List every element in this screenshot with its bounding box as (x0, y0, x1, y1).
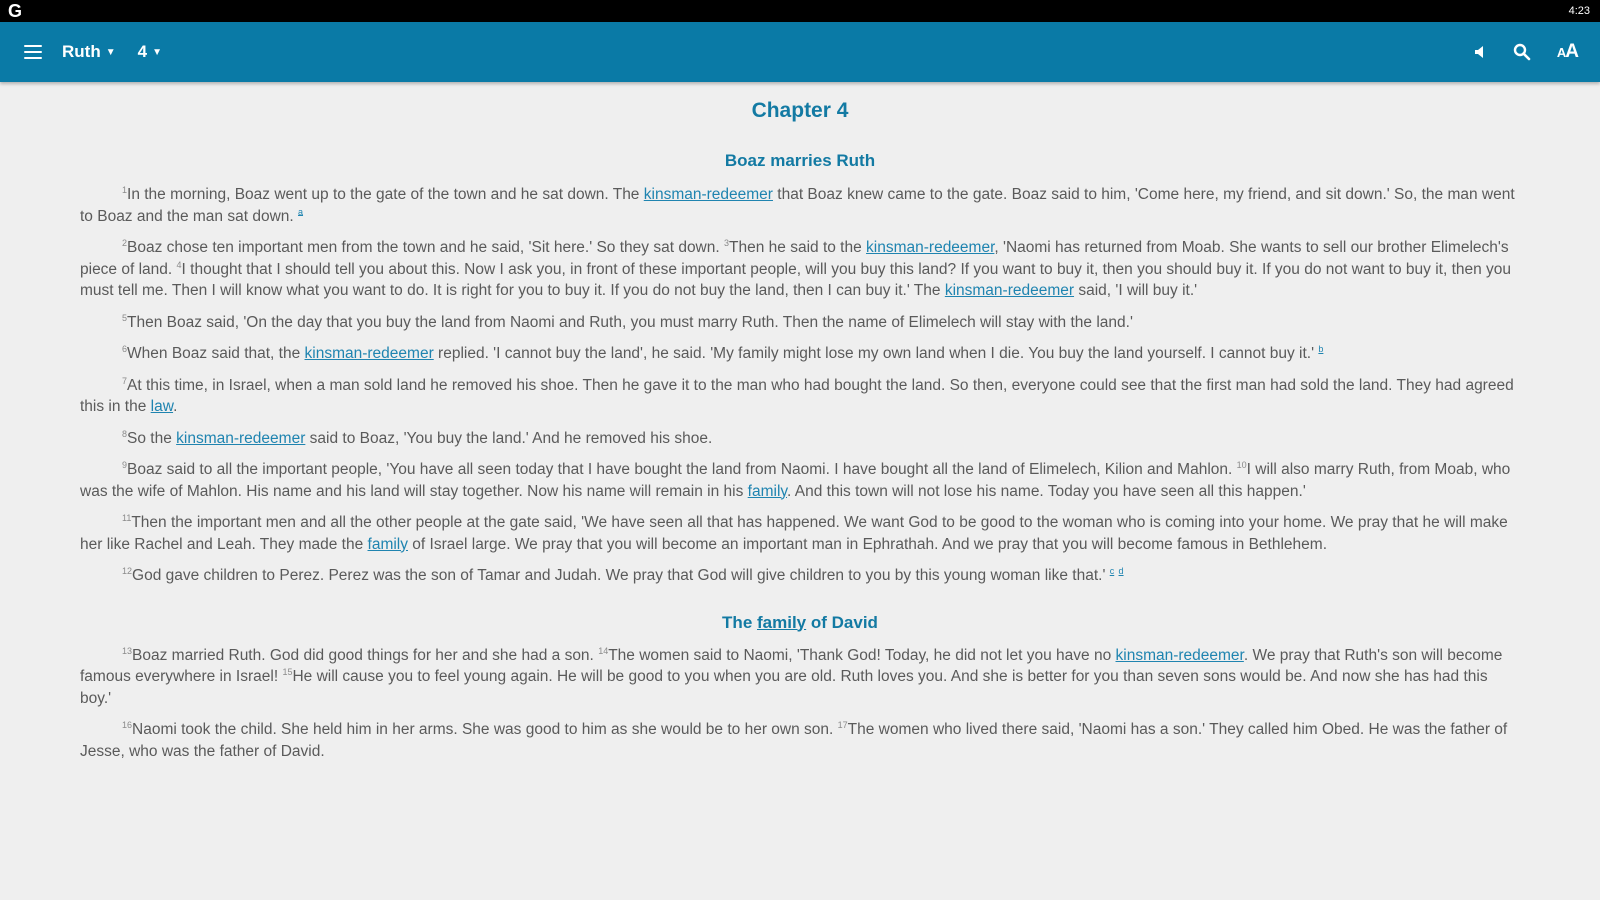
verse-number: 8 (122, 428, 128, 439)
glossary-link[interactable]: kinsman-redeemer (176, 429, 306, 447)
text-size-icon[interactable]: A A (1556, 41, 1578, 62)
section-heading-text: of David (806, 612, 878, 632)
glossary-link[interactable]: kinsman-redeemer (944, 282, 1075, 299)
verse-text: God gave children to Perez. Perez was the son of Tamar and Judah. We pray that God will give children to you by this young woman like that.' (132, 567, 1106, 584)
paragraph (80, 237, 1520, 302)
verse-text: He will cause you to feel young again. He will be good to you when you are old. Ruth loves you. And she is better for you than seven sons would be. And now she has had this boy.' (80, 668, 1488, 707)
glossary-link[interactable]: family (757, 612, 807, 632)
verse-text: The women who lived there said, 'Naomi has a son.' They called him Obed. He was the father of Jesse, who was the father of David. (80, 721, 1508, 760)
verse-number: 17 (837, 719, 848, 730)
section-heading: Boaz marries Ruth (724, 151, 876, 170)
verse-text: replied. 'I cannot buy the land', he said. 'My family might lose my own land when I die. You buy the land yourself. I cannot buy it.' (433, 345, 1315, 362)
verse-text: Naomi took the child. She held him in her arms. She was good to him as she would be to her own son. (132, 721, 834, 738)
paragraph (80, 459, 1520, 502)
section-heading (80, 613, 1520, 633)
verse-number: 15 (282, 666, 293, 677)
verse-number: 2 (122, 237, 128, 248)
glossary-link[interactable]: kinsman-redeemer (304, 345, 434, 362)
paragraph (80, 512, 1520, 555)
paragraph (80, 184, 1520, 227)
clock: 4:23 (1568, 5, 1590, 17)
toolbar (0, 22, 1600, 82)
verse-text: Boaz chose ten important men from the town and he said, 'Sit here.' So they sat down. (127, 239, 720, 256)
verse-number: 12 (122, 565, 133, 576)
book-selector[interactable] (62, 42, 116, 62)
verse-text: In the morning, Boaz went up to the gate of the town and he sat down. The (127, 186, 644, 203)
menu-icon[interactable] (24, 45, 42, 59)
verse-text: . And this town will not lose his name. Today you have seen all this happen.' (787, 482, 1306, 500)
chapter-label: 4 (137, 42, 148, 61)
verse-text: said to Boaz, 'You buy the land.' And he removed his shoe. (305, 429, 713, 447)
section-heading-text: The (722, 612, 757, 632)
glossary-link[interactable]: kinsman-redeemer (643, 186, 773, 203)
speaker-icon[interactable] (1473, 45, 1487, 59)
verse-text: Then he said to the (729, 239, 867, 256)
verse-text: . We pray that Ruth's son will become famous everywhere in Israel! (80, 646, 1503, 685)
verse-text: I will also marry Ruth, from Moab, who was the wife of Mahlon. His name and his land will stay together. Now his name will remain in his (80, 461, 1511, 500)
footnote-link[interactable]: a (298, 206, 304, 217)
glossary-link[interactable]: kinsman-redeemer (866, 239, 995, 256)
glossary-link[interactable]: family (747, 482, 787, 500)
footnote-link[interactable]: c (1109, 565, 1115, 576)
chevron-down-icon: ▼ (105, 46, 116, 58)
glossary-link[interactable]: law (150, 398, 174, 415)
paragraph (80, 375, 1520, 418)
verse-text: Then the important men and all the other people at the gate said, 'We have seen all that has happened. We want God to be good to the woman who is coming into your home. We pray that he will make her like Rachel and Leah. They made the (80, 514, 1508, 553)
paragraph (80, 719, 1520, 762)
verse-text: said, 'I will buy it.' (1074, 282, 1198, 299)
app-logo-icon: G (8, 1, 23, 21)
verse-text: Then Boaz said, 'On the day that you buy the land from Naomi and Ruth, you must marry Ruth. Then the name of Elimelech will stay with the land.' (127, 313, 1133, 331)
verse-text: of Israel large. We pray that you will become an important man in Ephrathah. And we pray that you will become famous in Bethlehem. (408, 535, 1327, 553)
verse-text: The women said to Naomi, 'Thank God! Today, he did not let you have no (608, 646, 1116, 664)
verse-number: 14 (598, 645, 609, 656)
verse-text: that Boaz knew came to the gate. Boaz said to him, 'Come here, my friend, and sit down.' So, the man went to Boaz and the man sat down. (80, 186, 1515, 225)
glossary-link[interactable]: kinsman-redeemer (1115, 646, 1244, 664)
paragraph (80, 645, 1520, 710)
book-label: Ruth (62, 42, 101, 61)
footnote-link[interactable]: d (1118, 565, 1124, 576)
verse-number: 7 (122, 375, 128, 386)
verse-text: When Boaz said that, the (127, 345, 305, 362)
verse-number: 3 (724, 237, 730, 248)
verse-text: Boaz said to all the important people, 'You have all seen today that I have bought the land from Naomi. I have bought all the land of Elimelech, Kilion and Mahlon. (127, 461, 1233, 478)
chapter-title: Chapter 4 (751, 99, 849, 122)
verse-text: , 'Naomi has returned from Moab. She wants to sell our brother Elimelech's piece of land. (80, 239, 1509, 278)
paragraph (80, 343, 1520, 365)
verse-number: 9 (122, 459, 128, 470)
search-icon[interactable] (1513, 43, 1531, 61)
verse-text: Boaz married Ruth. God did good things for her and she had a son. (132, 646, 594, 664)
verse-text: So the (127, 429, 177, 447)
chapter-content (0, 99, 1600, 762)
verse-number: 1 (122, 184, 128, 195)
verse-number: 4 (176, 259, 182, 270)
verse-number: 13 (122, 645, 133, 656)
verse-number: 6 (122, 343, 128, 354)
verse-number: 11 (122, 512, 132, 523)
paragraph (80, 428, 1520, 450)
paragraph (80, 565, 1520, 587)
footnote-link[interactable]: b (1318, 343, 1324, 354)
chevron-down-icon: ▼ (152, 46, 162, 58)
verse-text: At this time, in Israel, when a man sold land he removed his shoe. Then he gave it to the man who had bought the land. So then, everyone could see that the first man had sold the land. They had agreed this in the (80, 376, 1514, 415)
verse-text: . (173, 398, 178, 415)
paragraph (80, 312, 1520, 334)
glossary-link[interactable]: family (367, 535, 408, 553)
status-bar (0, 0, 1600, 22)
verse-text: I thought that I should tell you about this. Now I ask you, in front of these important people, will you buy this land? If you want to buy it, then you should buy it. If you do not want to buy it, then you must tell me. Then I will know what you want to do. It is right for you to buy it. If you do not buy the land, then I can buy it.' The (80, 260, 1512, 299)
chapter-selector[interactable] (138, 42, 162, 62)
verse-number: 10 (1236, 459, 1247, 470)
verse-number: 5 (122, 312, 128, 323)
verse-number: 16 (122, 719, 133, 730)
